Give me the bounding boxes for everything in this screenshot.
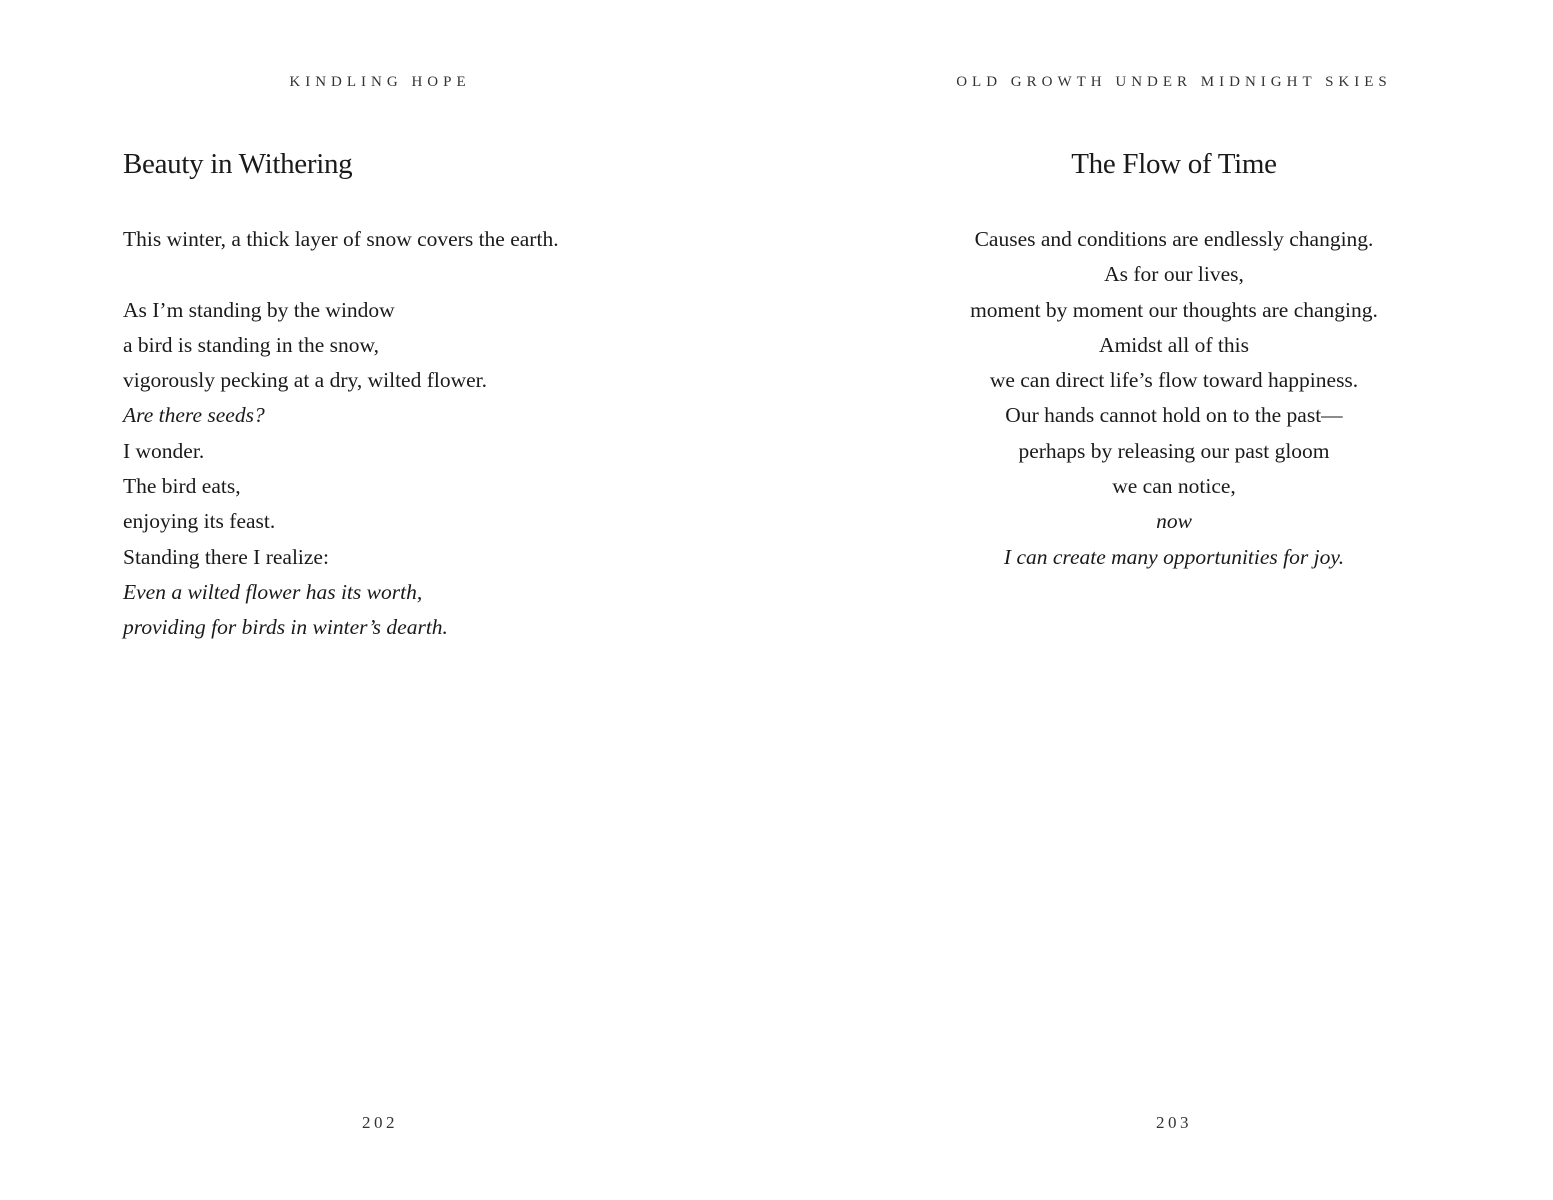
poem-line: we can direct life’s flow toward happiness. (989, 368, 1359, 393)
poem-line: perhaps by releasing our past gloom (1018, 438, 1330, 463)
poem-lines-right (790, 222, 1553, 575)
poem-line: As I’m standing by the window (123, 297, 395, 322)
poem-line: Even a wilted flower has its worth, (123, 579, 423, 604)
poem-line: Amidst all of this (1099, 332, 1249, 357)
poem-line: Standing there I realize: (123, 544, 329, 569)
right-page (790, 0, 1553, 1200)
poem-line: vigorously pecking at a dry, wilted flower. (123, 368, 488, 393)
poem-line: I wonder. (123, 438, 205, 463)
poem-line (123, 257, 559, 292)
poem-line: Are there seeds? (123, 403, 265, 428)
running-head-left: KINDLING HOPE (289, 74, 471, 90)
poem-lines-left (123, 222, 559, 646)
poem-line: Causes and conditions are endlessly changing. (974, 227, 1374, 251)
poem-line: moment by moment our thoughts are changing. (970, 297, 1378, 322)
page-number-left: 202 (362, 1113, 398, 1132)
poem-line: I can create many opportunities for joy. (1003, 544, 1345, 569)
poem-line: As for our lives, (1104, 262, 1244, 287)
poem-line: now (1156, 509, 1192, 534)
poem-line: we can notice, (1112, 474, 1236, 499)
poem-line: The bird eats, (123, 474, 241, 499)
poem-line: This winter, a thick layer of snow covers the earth. (123, 227, 559, 251)
poem-title-left: Beauty in Withering (123, 148, 353, 180)
poem-line: providing for birds in winter’s dearth. (123, 615, 448, 640)
poem-title-right: The Flow of Time (1071, 148, 1277, 180)
poem-line: a bird is standing in the snow, (123, 332, 379, 357)
poem-line: Our hands cannot hold on to the past— (1005, 403, 1343, 428)
left-page (0, 0, 760, 1200)
page-number-right: 203 (1156, 1113, 1192, 1132)
running-head-right: OLD GROWTH UNDER MIDNIGHT SKIES (956, 74, 1392, 90)
poem-line: enjoying its feast. (123, 509, 276, 534)
